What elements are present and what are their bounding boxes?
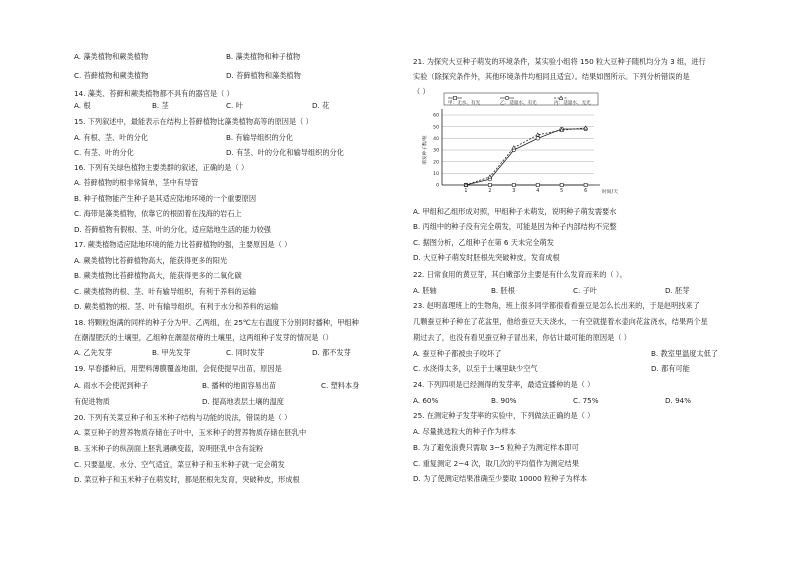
answer-option: A. 乙先发芽: [74, 348, 113, 357]
question-text: D. 为了使测定结果准确至少要取 10000 粒种子为样本: [413, 474, 588, 483]
question-text: D. 苔藓植物有假根、茎、叶的分化，适应陆地生活的能力较强: [74, 225, 271, 234]
answer-option: D. 胚芽: [665, 286, 690, 295]
x-tick-label: 6: [584, 189, 588, 194]
answer-option: 有促进物质: [74, 397, 110, 406]
answer-option: B. 有输导组织的分化: [226, 133, 294, 142]
question-text: D. 大豆种子萌发时胚根先突破种皮，发育成根: [413, 253, 560, 262]
question-text: B. 丙组中的种子没有完全萌发，可能是因为种子内部结构不完整: [413, 222, 617, 231]
answer-option: C. 塑料本身: [321, 381, 360, 390]
left-column: [74, 0, 394, 562]
question-text: 22. 日常食用的黄豆芽，其白嫩部分主要是有什么发育而来的（ ）。: [413, 270, 627, 279]
x-axis-label: 时间/天: [602, 190, 619, 195]
answer-option: D. 都有可能: [651, 364, 690, 373]
question-text: C. 蕨类植物的根、茎、叶有输导组织，有利于养料的运输: [74, 287, 257, 296]
question-text: 15. 下列叙述中，最能表示在结构上苔藓植物比藻类植物高等的原因是（ ）: [74, 117, 313, 126]
answer-option: B. 藻类植物和种子植物: [226, 52, 301, 61]
question-text: B. 种子植物能产生种子是其适应陆地环境的一个重要原因: [74, 194, 257, 203]
question-text: A. 甲组和乙组形成对照，甲组种子未萌发，说明种子萌发需要水: [413, 207, 617, 216]
question-text: 16. 下列有关绿色植物主要类群的叙述，正确的是（ ）: [74, 163, 249, 172]
x-tick-label: 2: [488, 189, 492, 194]
question-text: 24. 下列四项是已经测得的发芽率，最适宜播种的是（ ）: [413, 380, 595, 389]
answer-option: D. 都不发芽: [312, 348, 351, 357]
answer-option: A. 60%: [413, 396, 439, 405]
question-text: C. 海带是藻类植物，依靠它的根固着在浅海的岩石上: [74, 209, 242, 218]
legend-label: 甲：无水、有光: [448, 101, 481, 106]
question-text: 14. 藻类、苔藓和蕨类植物都不具有的器官是（ ）: [74, 89, 234, 98]
answer-option: D. 有茎、叶的分化和输导组织的分化: [226, 148, 344, 157]
question-text: 几颗蚕豆种子种在了花盆里，他给蚕豆天天浇水，一有空就提着水壶向花盆浇水，结果两个星: [413, 317, 708, 326]
answer-option: B. 胚根: [491, 286, 515, 295]
answer-option: B. 90%: [491, 396, 517, 405]
question-text: 19. 早春播种后，用塑料薄膜覆盖地面，会促使提早出苗，原因是: [74, 364, 282, 373]
question-text: 25. 在测定种子发芽率的实验中，下列做法正确的是（ ）: [413, 411, 595, 420]
answer-option: A. 根: [74, 101, 91, 110]
question-text: C. 重复测定 2~4 次，取几次的平均值作为测定结果: [413, 459, 579, 468]
question-text: 21. 为探究大豆种子萌发的环境条件，某实验小组将 150 粒大豆种子随机均分为 3 组，进行: [413, 57, 706, 66]
answer-option: C. 有茎、叶的分化: [74, 148, 134, 157]
answer-option: B. 播种的地面容易出苗: [202, 381, 277, 390]
y-tick-label: 20: [433, 160, 439, 166]
question-text: 17. 蕨类植物适应陆地环境的能力比苔藓植物的强，主要原因是（ ）: [74, 240, 292, 249]
answer-option: B. 教室里温度太低了: [651, 349, 719, 358]
answer-option: C. 子叶: [573, 286, 597, 295]
x-tick-label: 4: [536, 189, 540, 194]
question-text: 20. 下列有关菜豆种子和玉米种子结构与功能的说法，错误的是（ ）: [74, 413, 292, 422]
question-text: 期过去了，也没有看见蚕豆种子冒出来，你估计最可能的原因是（ ）: [413, 333, 631, 342]
answer-option: A. 蚕豆种子都被虫子咬坏了: [413, 349, 502, 358]
answer-option: D. 苔藓植物和藻类植物: [226, 71, 301, 80]
question-text: （ ）: [413, 87, 430, 96]
y-tick-label: 60: [433, 113, 439, 119]
right-column-bottom: [413, 0, 753, 562]
y-tick-label: 30: [433, 148, 439, 154]
answer-option: C. 苔藓植物和蕨类植物: [74, 71, 149, 80]
legend-label: 丙：适量水、无光: [554, 101, 591, 106]
question-text: A. 菜豆种子的营养物质存储在子叶中，玉米种子的营养物质存储在胚乳中: [74, 428, 307, 437]
answer-option: D. 提高地表层土壤的温度: [202, 397, 284, 406]
y-tick-label: 50: [433, 125, 439, 131]
question-text: B. 蕨类植物比苔藓植物高大，能获得更多的二氧化碳: [74, 271, 242, 280]
x-tick-label: 5: [560, 189, 564, 194]
answer-option: A. 有根、茎、叶的分化: [74, 133, 149, 142]
answer-option: C. 水浇得太多，以至于土壤里缺少空气: [413, 364, 538, 373]
question-text: C. 据图分析，乙组种子在第 6 天未完全萌发: [413, 238, 554, 247]
answer-option: C. 叶: [226, 101, 243, 110]
legend-label: 乙：适量水、有光: [500, 101, 537, 106]
answer-option: D. 花: [312, 101, 330, 110]
x-tick-label: 1: [464, 189, 468, 194]
question-text: D. 蕨类植物的根、茎、叶有输导组织，有利于水分和养料的运输: [74, 302, 279, 311]
answer-option: B. 茎: [152, 101, 169, 110]
question-text: 在潮湿肥沃的土壤里，乙组种在潮湿贫瘠的土壤里，这两组种子发芽的情况是（）: [74, 333, 333, 342]
answer-option: B. 甲先发芽: [152, 348, 191, 357]
x-tick-label: 3: [512, 189, 516, 194]
answer-option: A. 藻类植物和蕨类植物: [74, 52, 149, 61]
y-axis-label: 萌发种子数/粒: [423, 135, 428, 165]
question-text: A. 尽量挑选粒大的种子作为样本: [413, 427, 516, 436]
y-tick-label: 10: [433, 171, 439, 177]
question-text: C. 只要温度、水分、空气适宜，菜豆种子和玉米种子就一定会萌发: [74, 460, 285, 469]
question-text: D. 菜豆种子和玉米种子在萌发时，都是胚根先发育，突破种皮，形成根: [74, 475, 300, 484]
question-text: B. 玉米种子的纵剖面上胚乳遇碘变蓝，说明胚乳中含有淀粉: [74, 444, 264, 453]
question-text: 实验（除探究条件外，其他环境条件均相同且适宜）。结果如图所示。下列分析错误的是: [413, 72, 690, 81]
question-text: 23. 赵明喜理班上的生物角，班上很多同学都很看看蚕豆是怎么长出来的，于是赵明找来了: [413, 301, 700, 310]
answer-option: C. 同时发芽: [226, 348, 265, 357]
question-text: A. 苔藓植物的根非常简单，茎中有导管: [74, 178, 199, 187]
answer-option: A. 胚轴: [413, 286, 437, 295]
y-tick-label: 0: [436, 183, 439, 189]
answer-option: A. 雨水不会使泥到种子: [74, 381, 149, 390]
question-text: 18. 将颗粒饱满的同样的种子分为甲、乙两组，在 25℃左右温度下分别同时播种，甲组种: [74, 318, 359, 327]
answer-option: C. 75%: [573, 396, 599, 405]
answer-option: D. 94%: [665, 396, 692, 405]
question-text: A. 蕨类植物比苔藓植物高大，能获得更多的阳光: [74, 256, 228, 265]
y-tick-label: 40: [433, 136, 439, 142]
question-text: B. 为了避免浪费只需取 3~5 粒种子为测定样本即可: [413, 443, 579, 452]
